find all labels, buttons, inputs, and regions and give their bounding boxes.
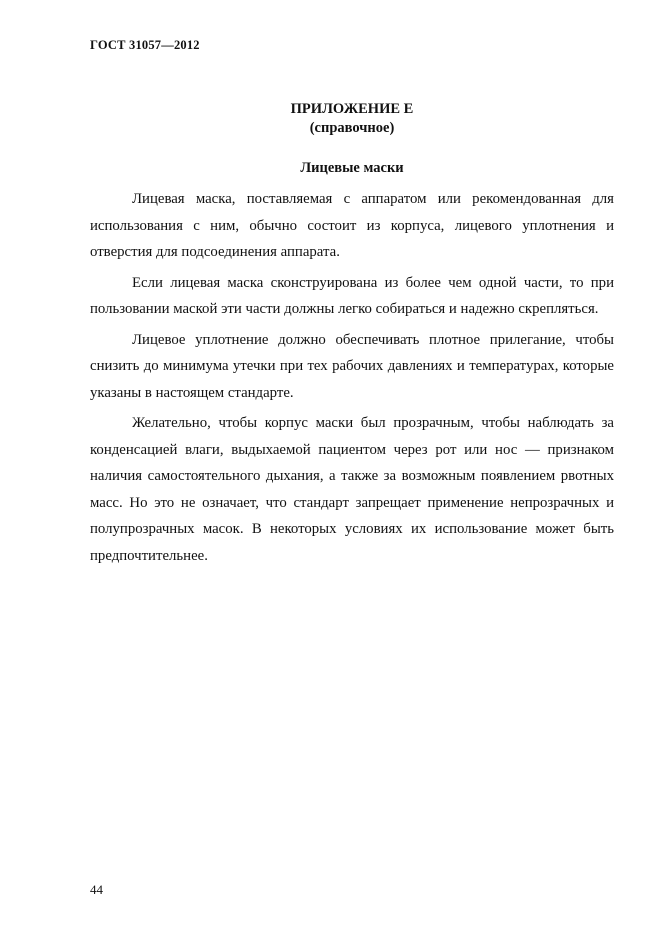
paragraph-1: Лицевая маска, поставляемая с аппаратом или рекомендованная для использования с ним, обычно состоит из корпуса, лицевого уплотнения и отверстия для подсоединения аппарата. [90,191,614,260]
annex-title: ПРИЛОЖЕНИЕ Е [290,101,414,117]
page-number: 44 [90,882,103,897]
annex-heading [90,100,614,138]
paragraph-4: Желательно, чтобы корпус маски был прозрачным, чтобы наблюдать за конденсацией влаги, выдыхаемой пациентом через рот или нос — признаком наличия самостоятельного дыхания, а также за возможным появлением рвотных масс. Но это не означает, что стандарт запрещает применение непрозрачных и полупрозрачных масок. В некоторых условиях их использование может быть предпочтительнее. [90,415,614,564]
standard-header: ГОСТ 31057—2012 [90,38,200,52]
section-title: Лицевые маски [300,160,404,176]
paragraph-3: Лицевое уплотнение должно обеспечивать плотное прилегание, чтобы снизить до минимума утечки при тех рабочих давлениях и температурах, которые указаны в настоящем стандарте. [90,331,614,401]
paragraph-2: Если лицевая маска сконструирована из более чем одной части, то при пользовании маской эти части должны легко собираться и надежно скрепляться. [90,274,614,317]
body-text [90,186,614,573]
annex-subtitle: (справочное) [309,120,395,136]
